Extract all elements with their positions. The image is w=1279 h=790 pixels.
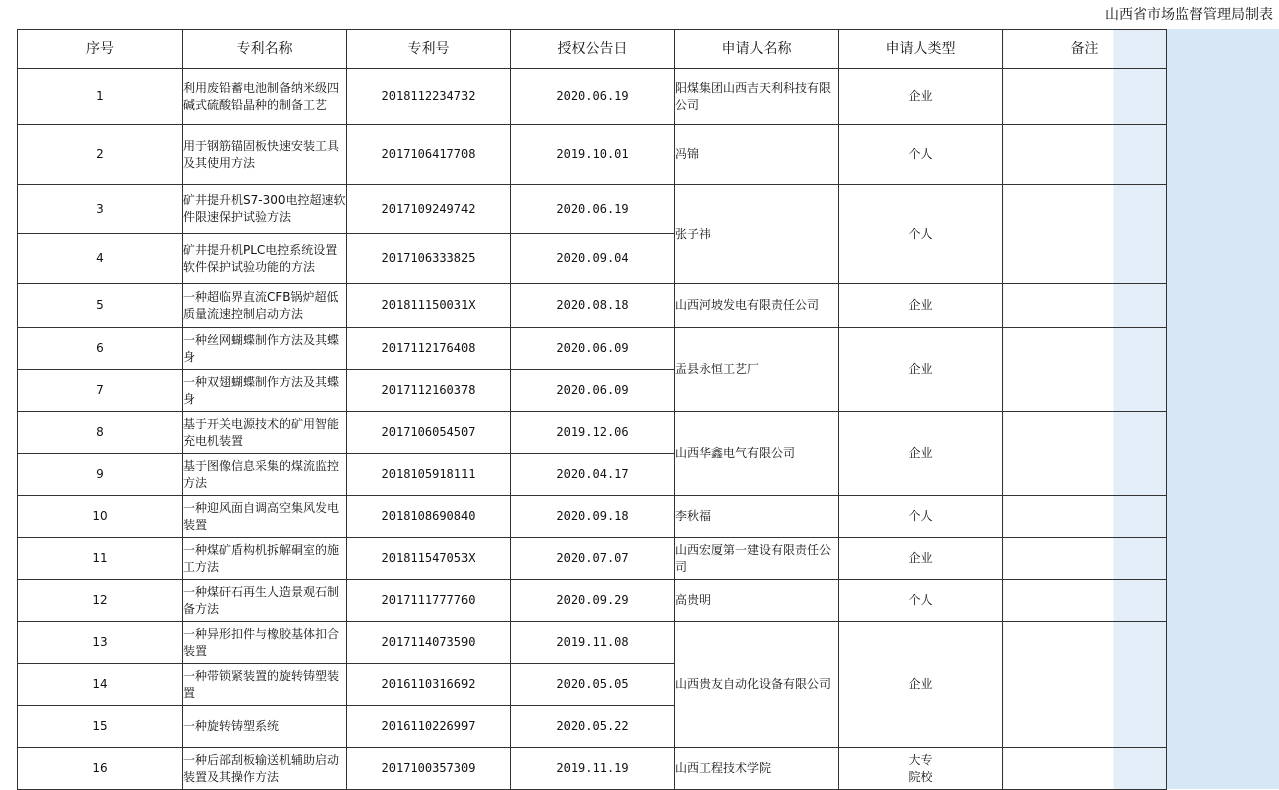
row-no: 7 — [18, 370, 183, 412]
patent-number: 2018108690840 — [347, 496, 511, 538]
applicant-type: 个人 — [839, 580, 1003, 622]
row-no: 13 — [18, 622, 183, 664]
remark-cell — [1003, 538, 1167, 580]
table-row — [18, 496, 1167, 538]
row-no: 14 — [18, 664, 183, 706]
grant-date: 2019.11.19 — [511, 748, 675, 790]
row-no: 6 — [18, 328, 183, 370]
patent-name: 基于图像信息采集的煤流监控方法 — [183, 454, 347, 496]
patent-name: 一种异形扣件与橡胶基体扣合装置 — [183, 622, 347, 664]
row-no: 11 — [18, 538, 183, 580]
grant-date: 2020.07.07 — [511, 538, 675, 580]
table-row — [18, 538, 1167, 580]
patent-number: 2017106054507 — [347, 412, 511, 454]
patent-name: 一种煤矿盾构机拆解硐室的施工方法 — [183, 538, 347, 580]
grant-date: 2019.12.06 — [511, 412, 675, 454]
column-header-applicant-type: 申请人类型 — [839, 30, 1003, 69]
row-no: 4 — [18, 234, 183, 284]
remark-cell — [1003, 125, 1167, 185]
table-row — [18, 328, 1167, 370]
patent-name: 基于开关电源技术的矿用智能充电机装置 — [183, 412, 347, 454]
grant-date: 2020.09.18 — [511, 496, 675, 538]
applicant-name: 山西华鑫电气有限公司 — [675, 412, 839, 496]
remark-cell — [1003, 496, 1167, 538]
patent-number: 201811150031X — [347, 284, 511, 328]
table-row — [18, 580, 1167, 622]
applicant-name: 高贵明 — [675, 580, 839, 622]
applicant-type: 企业 — [839, 412, 1003, 496]
column-header-patent-no: 专利号 — [347, 30, 511, 69]
table-row — [18, 748, 1167, 790]
patent-name: 利用废铅蓄电池制备纳米级四碱式硫酸铅晶种的制备工艺 — [183, 69, 347, 125]
table-row — [18, 622, 1167, 664]
patent-name: 一种后部刮板输送机辅助启动装置及其操作方法 — [183, 748, 347, 790]
patent-number: 2017114073590 — [347, 622, 511, 664]
row-no: 2 — [18, 125, 183, 185]
column-header-grant-date: 授权公告日 — [511, 30, 675, 69]
row-no: 1 — [18, 69, 183, 125]
table-row — [18, 69, 1167, 125]
patent-number: 2017106417708 — [347, 125, 511, 185]
remark-cell — [1003, 748, 1167, 790]
applicant-type: 个人 — [839, 496, 1003, 538]
applicant-type: 个人 — [839, 125, 1003, 185]
patent-table — [17, 29, 1167, 790]
remark-cell — [1003, 580, 1167, 622]
patent-name: 矿井提升机S7-300电控超速软件限速保护试验方法 — [183, 185, 347, 234]
applicant-type: 企业 — [839, 622, 1003, 748]
row-no: 3 — [18, 185, 183, 234]
patent-number: 2018105918111 — [347, 454, 511, 496]
column-header-remark: 备注 — [1003, 30, 1167, 69]
applicant-type: 企业 — [839, 69, 1003, 125]
grant-date: 2020.05.22 — [511, 706, 675, 748]
grant-date: 2020.09.04 — [511, 234, 675, 284]
grant-date: 2020.08.18 — [511, 284, 675, 328]
patent-name: 一种旋转铸塑系统 — [183, 706, 347, 748]
applicant-name: 李秋福 — [675, 496, 839, 538]
patent-number: 2016110316692 — [347, 664, 511, 706]
remark-cell — [1003, 185, 1167, 284]
remark-cell — [1003, 622, 1167, 748]
grant-date: 2019.11.08 — [511, 622, 675, 664]
grant-date: 2020.04.17 — [511, 454, 675, 496]
patent-name: 一种带锁紧装置的旋转铸塑装置 — [183, 664, 347, 706]
row-no: 9 — [18, 454, 183, 496]
applicant-type: 企业 — [839, 328, 1003, 412]
table-row — [18, 185, 1167, 234]
remark-cell — [1003, 69, 1167, 125]
applicant-name: 冯锦 — [675, 125, 839, 185]
column-header-applicant-name: 申请人名称 — [675, 30, 839, 69]
patent-name: 一种超临界直流CFB锅炉超低质量流速控制启动方法 — [183, 284, 347, 328]
grant-date: 2020.06.09 — [511, 370, 675, 412]
applicant-name: 张子祎 — [675, 185, 839, 284]
applicant-name: 山西贵友自动化设备有限公司 — [675, 622, 839, 748]
grant-date: 2020.06.19 — [511, 185, 675, 234]
patent-number: 2017100357309 — [347, 748, 511, 790]
table-issuer-note: 山西省市场监督管理局制表 — [1105, 7, 1273, 23]
grant-date: 2020.06.19 — [511, 69, 675, 125]
patent-number: 2017109249742 — [347, 185, 511, 234]
applicant-name: 盂县永恒工艺厂 — [675, 328, 839, 412]
applicant-type: 企业 — [839, 284, 1003, 328]
remark-cell — [1003, 328, 1167, 412]
table-row — [18, 412, 1167, 454]
applicant-name: 山西河坡发电有限责任公司 — [675, 284, 839, 328]
remark-cell — [1003, 284, 1167, 328]
row-no: 16 — [18, 748, 183, 790]
patent-number: 201811547053X — [347, 538, 511, 580]
patent-number: 2017112176408 — [347, 328, 511, 370]
row-no: 10 — [18, 496, 183, 538]
applicant-name: 山西宏厦第一建设有限责任公司 — [675, 538, 839, 580]
row-no: 5 — [18, 284, 183, 328]
remark-cell — [1003, 412, 1167, 496]
row-no: 8 — [18, 412, 183, 454]
patent-number: 2017112160378 — [347, 370, 511, 412]
patent-name: 一种煤矸石再生人造景观石制备方法 — [183, 580, 347, 622]
row-no: 12 — [18, 580, 183, 622]
table-header-row — [18, 30, 1167, 69]
grant-date: 2020.09.29 — [511, 580, 675, 622]
patent-name: 一种双翅蝴蝶制作方法及其蝶身 — [183, 370, 347, 412]
grant-date: 2020.05.05 — [511, 664, 675, 706]
patent-name: 矿井提升机PLC电控系统设置软件保护试验功能的方法 — [183, 234, 347, 284]
patent-name: 用于钢筋锚固板快速安装工具及其使用方法 — [183, 125, 347, 185]
applicant-type: 个人 — [839, 185, 1003, 284]
patent-number: 2017111777760 — [347, 580, 511, 622]
applicant-name: 阳煤集团山西吉天利科技有限公司 — [675, 69, 839, 125]
row-no: 15 — [18, 706, 183, 748]
column-header-patent-name: 专利名称 — [183, 30, 347, 69]
grant-date: 2020.06.09 — [511, 328, 675, 370]
patent-name: 一种丝网蝴蝶制作方法及其蝶身 — [183, 328, 347, 370]
spreadsheet-side-panel — [1166, 29, 1279, 789]
applicant-type: 企业 — [839, 538, 1003, 580]
patent-number: 2018112234732 — [347, 69, 511, 125]
table-row — [18, 125, 1167, 185]
applicant-type — [839, 748, 1003, 790]
table-row — [18, 284, 1167, 328]
patent-number: 2017106333825 — [347, 234, 511, 284]
applicant-type-text: 大专院校 — [908, 752, 933, 784]
applicant-name: 山西工程技术学院 — [675, 748, 839, 790]
patent-name: 一种迎风面自调高空集风发电装置 — [183, 496, 347, 538]
grant-date: 2019.10.01 — [511, 125, 675, 185]
column-header-no: 序号 — [18, 30, 183, 69]
patent-number: 2016110226997 — [347, 706, 511, 748]
